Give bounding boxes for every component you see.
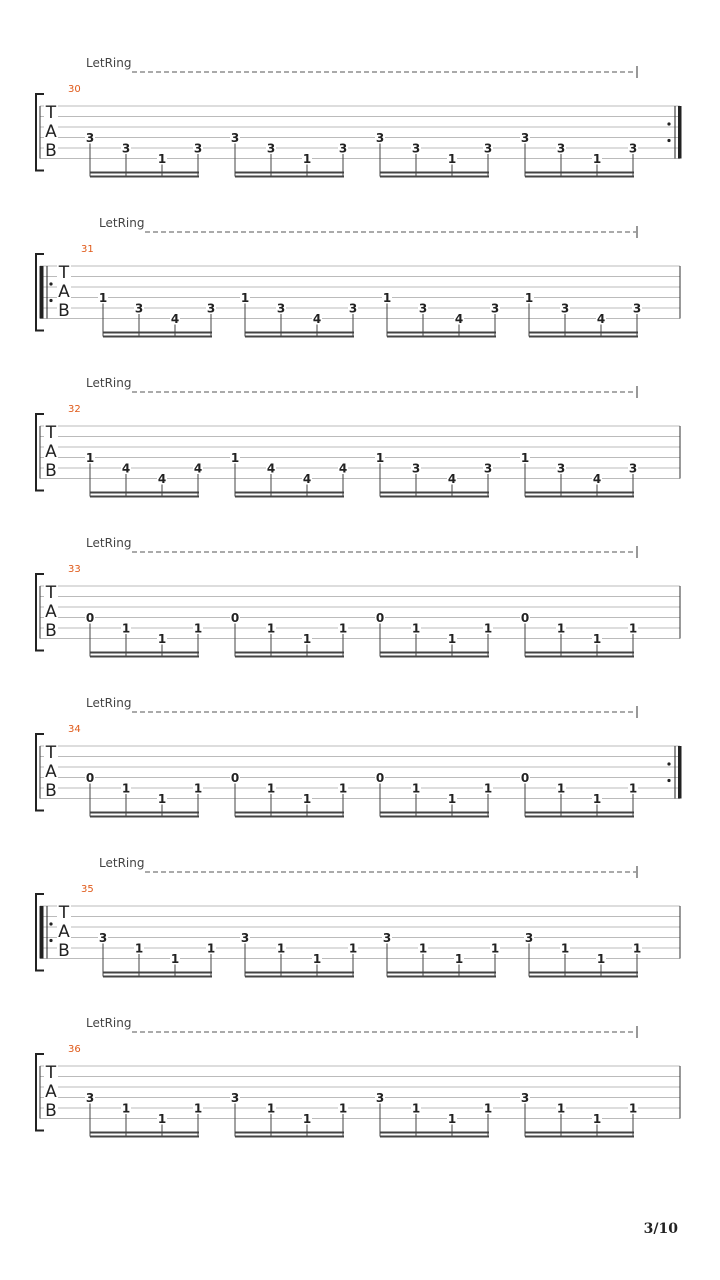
sixteenth-beam <box>90 496 199 498</box>
fret-number: 1 <box>447 632 457 646</box>
sixteenth-beam <box>90 656 199 658</box>
sixteenth-beam <box>525 176 634 178</box>
sixteenth-beam <box>525 816 634 818</box>
tab-clef-b: B <box>45 141 57 161</box>
sixteenth-beam <box>235 816 344 818</box>
fret-number: 3 <box>206 301 216 316</box>
tab-clef-b: B <box>45 621 57 641</box>
fret-number: 3 <box>628 461 638 476</box>
fret-number: 1 <box>382 291 392 305</box>
bar-number: 31 <box>81 244 94 255</box>
page-number: 3/10 <box>643 1221 678 1237</box>
fret-number: 1 <box>592 1112 602 1126</box>
sixteenth-beam <box>235 1132 344 1134</box>
sixteenth-beam <box>387 972 496 974</box>
fret-number: 1 <box>556 781 566 796</box>
sixteenth-beam <box>380 1136 489 1138</box>
sixteenth-beam <box>103 972 212 974</box>
fret-number: 1 <box>411 1101 421 1116</box>
fret-number: 3 <box>632 301 642 316</box>
fret-number: 0 <box>230 771 240 785</box>
fret-number: 4 <box>312 312 322 326</box>
bar-number: 35 <box>81 884 94 895</box>
letring-label: LetRing <box>86 696 132 710</box>
fret-number: 1 <box>447 1112 457 1126</box>
sixteenth-beam <box>245 976 354 978</box>
fret-number: 1 <box>592 152 602 166</box>
repeat-dot <box>49 299 52 302</box>
sixteenth-beam <box>529 972 638 974</box>
fret-number: 1 <box>483 621 493 636</box>
fret-number: 3 <box>628 141 638 156</box>
fret-number: 3 <box>490 301 500 316</box>
fret-number: 3 <box>230 131 240 145</box>
fret-number: 1 <box>556 1101 566 1116</box>
fret-number: 3 <box>382 931 392 945</box>
fret-number: 1 <box>240 291 250 305</box>
fret-number: 3 <box>98 931 108 945</box>
letring-label: LetRing <box>99 856 145 870</box>
tab-staff <box>0 1018 720 1178</box>
fret-number: 1 <box>121 1101 131 1116</box>
fret-number: 4 <box>596 312 606 326</box>
fret-number: 1 <box>592 792 602 806</box>
fret-number: 1 <box>302 792 312 806</box>
sixteenth-beam <box>387 336 496 338</box>
fret-number: 3 <box>375 1091 385 1105</box>
fret-number: 3 <box>483 141 493 156</box>
fret-number: 1 <box>302 1112 312 1126</box>
sixteenth-beam <box>90 176 199 178</box>
tab-clef-a: A <box>45 602 57 622</box>
fret-number: 4 <box>266 461 276 476</box>
repeat-dot <box>667 762 670 765</box>
fret-number: 3 <box>230 1091 240 1105</box>
fret-number: 0 <box>520 771 530 785</box>
fret-number: 3 <box>520 131 530 145</box>
fret-number: 1 <box>230 451 240 465</box>
fret-number: 4 <box>193 461 203 476</box>
tab-clef-b: B <box>58 941 70 961</box>
repeat-dot <box>667 122 670 125</box>
sixteenth-beam <box>90 652 199 654</box>
fret-number: 0 <box>85 611 95 625</box>
fret-number: 1 <box>447 152 457 166</box>
fret-number: 1 <box>490 941 500 956</box>
fret-number: 4 <box>338 461 348 476</box>
fret-number: 3 <box>240 931 250 945</box>
repeat-dot <box>667 139 670 142</box>
fret-number: 1 <box>338 781 348 796</box>
fret-number: 1 <box>592 632 602 646</box>
sixteenth-beam <box>245 332 354 334</box>
sixteenth-beam <box>380 816 489 818</box>
fret-number: 1 <box>312 952 322 966</box>
tab-clef-t: T <box>45 583 57 603</box>
fret-number: 1 <box>411 621 421 636</box>
tab-clef-t: T <box>45 103 57 123</box>
tab-clef-t: T <box>58 903 70 923</box>
fret-number: 1 <box>302 152 312 166</box>
fret-number: 3 <box>266 141 276 156</box>
bar-number: 32 <box>68 404 81 415</box>
fret-number: 4 <box>121 461 131 476</box>
sixteenth-beam <box>103 976 212 978</box>
sixteenth-beam <box>380 176 489 178</box>
fret-number: 0 <box>230 611 240 625</box>
tab-clef-a: A <box>45 442 57 462</box>
fret-number: 0 <box>375 611 385 625</box>
repeat-end-thick-bar <box>678 746 682 799</box>
fret-number: 4 <box>592 472 602 486</box>
sixteenth-beam <box>525 652 634 654</box>
fret-number: 1 <box>193 621 203 636</box>
sixteenth-beam <box>235 1136 344 1138</box>
fret-number: 3 <box>411 141 421 156</box>
tab-system-bar-35 <box>0 858 720 1018</box>
tab-clef-t: T <box>58 263 70 283</box>
fret-number: 1 <box>98 291 108 305</box>
letring-label: LetRing <box>86 56 132 70</box>
sixteenth-beam <box>525 492 634 494</box>
sixteenth-beam <box>387 332 496 334</box>
fret-number: 1 <box>134 941 144 956</box>
repeat-start-thick-bar <box>40 906 44 959</box>
fret-number: 1 <box>338 1101 348 1116</box>
fret-number: 3 <box>276 301 286 316</box>
fret-number: 3 <box>193 141 203 156</box>
fret-number: 1 <box>157 792 167 806</box>
fret-number: 4 <box>454 312 464 326</box>
tab-system-bar-33 <box>0 538 720 698</box>
fret-number: 3 <box>134 301 144 316</box>
sixteenth-beam <box>380 656 489 658</box>
sixteenth-beam <box>103 332 212 334</box>
fret-number: 3 <box>560 301 570 316</box>
repeat-dot <box>49 922 52 925</box>
fret-number: 1 <box>121 621 131 636</box>
fret-number: 3 <box>411 461 421 476</box>
sixteenth-beam <box>380 172 489 174</box>
sixteenth-beam <box>245 972 354 974</box>
sixteenth-beam <box>525 496 634 498</box>
fret-number: 1 <box>375 451 385 465</box>
fret-number: 3 <box>520 1091 530 1105</box>
fret-number: 1 <box>418 941 428 956</box>
letring-label: LetRing <box>86 376 132 390</box>
fret-number: 1 <box>628 621 638 636</box>
fret-number: 1 <box>632 941 642 956</box>
tab-staff <box>0 58 720 218</box>
fret-number: 3 <box>556 461 566 476</box>
fret-number: 1 <box>266 1101 276 1116</box>
tab-clef-b: B <box>45 781 57 801</box>
fret-number: 3 <box>121 141 131 156</box>
fret-number: 4 <box>447 472 457 486</box>
sixteenth-beam <box>380 496 489 498</box>
sixteenth-beam <box>380 652 489 654</box>
fret-number: 3 <box>85 1091 95 1105</box>
tab-clef-b: B <box>58 301 70 321</box>
fret-number: 0 <box>85 771 95 785</box>
fret-number: 1 <box>628 1101 638 1116</box>
tab-clef-a: A <box>45 1082 57 1102</box>
fret-number: 1 <box>628 781 638 796</box>
sixteenth-beam <box>90 816 199 818</box>
bar-number: 30 <box>68 84 81 95</box>
fret-number: 1 <box>520 451 530 465</box>
sixteenth-beam <box>235 172 344 174</box>
fret-number: 3 <box>348 301 358 316</box>
fret-number: 3 <box>556 141 566 156</box>
letring-label: LetRing <box>86 1016 132 1030</box>
tab-clef-b: B <box>45 1101 57 1121</box>
sixteenth-beam <box>90 492 199 494</box>
tab-system-bar-34 <box>0 698 720 858</box>
sixteenth-beam <box>387 976 496 978</box>
fret-number: 1 <box>348 941 358 956</box>
fret-number: 0 <box>375 771 385 785</box>
fret-number: 1 <box>206 941 216 956</box>
sixteenth-beam <box>235 652 344 654</box>
repeat-dot <box>667 779 670 782</box>
sixteenth-beam <box>90 1136 199 1138</box>
sixteenth-beam <box>380 1132 489 1134</box>
fret-number: 3 <box>375 131 385 145</box>
tab-staff <box>0 538 720 698</box>
sixteenth-beam <box>90 1132 199 1134</box>
tab-clef-a: A <box>45 122 57 142</box>
fret-number: 3 <box>418 301 428 316</box>
tab-clef-t: T <box>45 423 57 443</box>
fret-number: 4 <box>157 472 167 486</box>
fret-number: 3 <box>85 131 95 145</box>
repeat-dot <box>49 939 52 942</box>
tab-clef-b: B <box>45 461 57 481</box>
letring-label: LetRing <box>86 536 132 550</box>
fret-number: 1 <box>121 781 131 796</box>
fret-number: 1 <box>596 952 606 966</box>
fret-number: 1 <box>302 632 312 646</box>
tab-staff <box>0 378 720 538</box>
fret-number: 1 <box>411 781 421 796</box>
sixteenth-beam <box>525 1132 634 1134</box>
sixteenth-beam <box>380 492 489 494</box>
bar-number: 33 <box>68 564 81 575</box>
bar-number: 36 <box>68 1044 81 1055</box>
fret-number: 4 <box>170 312 180 326</box>
tab-staff <box>0 858 720 1018</box>
fret-number: 0 <box>520 611 530 625</box>
sixteenth-beam <box>525 656 634 658</box>
repeat-end-thick-bar <box>678 106 682 159</box>
fret-number: 3 <box>338 141 348 156</box>
sixteenth-beam <box>90 172 199 174</box>
sixteenth-beam <box>235 496 344 498</box>
tab-staff <box>0 698 720 858</box>
sixteenth-beam <box>90 812 199 814</box>
tab-clef-a: A <box>58 922 70 942</box>
repeat-dot <box>49 282 52 285</box>
tab-system-bar-36 <box>0 1018 720 1178</box>
sixteenth-beam <box>235 176 344 178</box>
sixteenth-beam <box>525 812 634 814</box>
fret-number: 1 <box>276 941 286 956</box>
tab-clef-a: A <box>45 762 57 782</box>
tab-clef-t: T <box>45 743 57 763</box>
tab-system-bar-32 <box>0 378 720 538</box>
sixteenth-beam <box>529 332 638 334</box>
sixteenth-beam <box>245 336 354 338</box>
fret-number: 1 <box>556 621 566 636</box>
tab-clef-t: T <box>45 1063 57 1083</box>
fret-number: 1 <box>483 781 493 796</box>
fret-number: 1 <box>157 1112 167 1126</box>
bar-number: 34 <box>68 724 81 735</box>
fret-number: 1 <box>266 781 276 796</box>
fret-number: 1 <box>560 941 570 956</box>
fret-number: 1 <box>447 792 457 806</box>
fret-number: 1 <box>157 152 167 166</box>
fret-number: 1 <box>524 291 534 305</box>
sixteenth-beam <box>235 656 344 658</box>
fret-number: 1 <box>338 621 348 636</box>
fret-number: 1 <box>85 451 95 465</box>
fret-number: 4 <box>302 472 312 486</box>
tab-staff <box>0 218 720 378</box>
fret-number: 1 <box>193 781 203 796</box>
fret-number: 1 <box>483 1101 493 1116</box>
fret-number: 1 <box>266 621 276 636</box>
sixteenth-beam <box>525 1136 634 1138</box>
fret-number: 1 <box>454 952 464 966</box>
fret-number: 1 <box>193 1101 203 1116</box>
fret-number: 1 <box>157 632 167 646</box>
tab-system-bar-30 <box>0 58 720 218</box>
sixteenth-beam <box>235 492 344 494</box>
sixteenth-beam <box>525 172 634 174</box>
sixteenth-beam <box>380 812 489 814</box>
letring-label: LetRing <box>99 216 145 230</box>
fret-number: 3 <box>483 461 493 476</box>
sixteenth-beam <box>529 336 638 338</box>
sixteenth-beam <box>235 812 344 814</box>
fret-number: 3 <box>524 931 534 945</box>
sixteenth-beam <box>529 976 638 978</box>
tab-system-bar-31 <box>0 218 720 378</box>
repeat-start-thick-bar <box>40 266 44 319</box>
tab-clef-a: A <box>58 282 70 302</box>
fret-number: 1 <box>170 952 180 966</box>
sixteenth-beam <box>103 336 212 338</box>
